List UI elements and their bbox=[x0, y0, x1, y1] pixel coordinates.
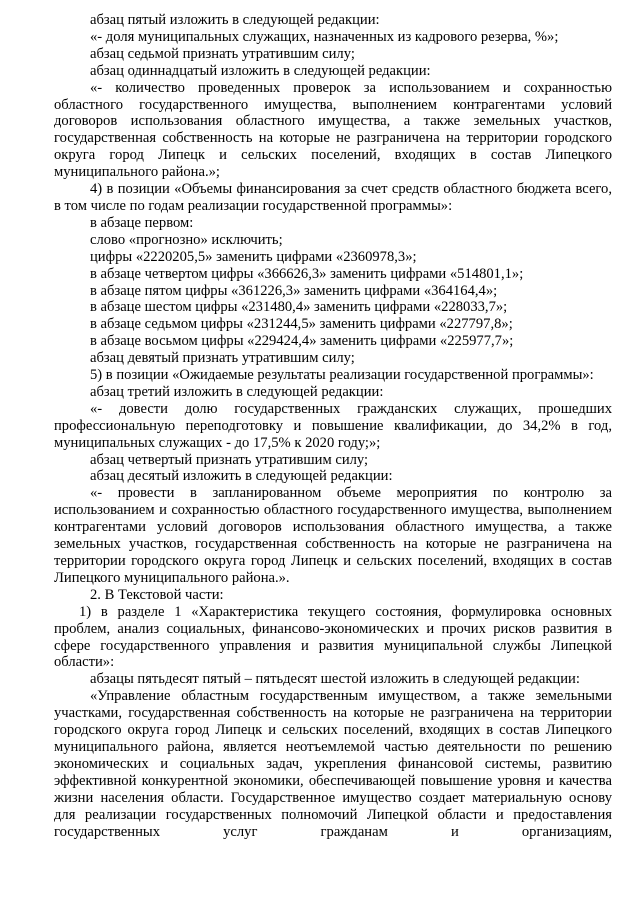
paragraph: 4) в позиции «Объемы финансирования за счет средств областного бюджета всего, в том числе по годам реализации государственной программы»: bbox=[54, 181, 612, 214]
paragraph: «- провести в запланированном объеме мероприятия по контролю за использованием и сохранностью областного государственного имущества, выполнением контрагентами условий договоров использования областного имущества, а также земельных участков, государственная собственность на которые не разграничена на территории городского округа город Липецк и сельских поселений, входящих в состав Липецкого муниципального района.». bbox=[54, 485, 612, 586]
paragraph: в абзаце четвертом цифры «366626,3» заменить цифрами «514801,1»; bbox=[90, 265, 524, 282]
paragraph: в абзаце первом: bbox=[90, 214, 194, 231]
paragraph: абзац десятый изложить в следующей редакции: bbox=[90, 468, 393, 485]
paragraph: «- количество проведенных проверок за использованием и сохранностью областного государственного имущества, выполнением контрагентами условий договоров использования областного имущества, а также земельных участков, государственная собственность на которые не разграничена на территории городского округа город Липецк и сельских поселений, входящих в состав Липецкого муниципального района.»; bbox=[54, 79, 612, 181]
paragraph: 2. В Текстовой части: bbox=[90, 586, 224, 603]
paragraph: «Управление областным государственным имуществом, а также земельными участками, государственная собственность на которые не разграничена на территории городского округа город Липецк и сельских поселений, входящих в состав Липецкого муниципального района, является неотъемлемой частью деятельности по решению экономических и социальных задач, укрепления финансовой системы, развитию эффективной конкурентной экономики, обеспечивающей повышение уровня и качества жизни населения области. Государственное имущество создает материальную основу для реализации государственных полномочий Липецкой области и предоставления государственных услуг гражданам и организациям, bbox=[54, 688, 612, 840]
paragraph: абзац седьмой признать утратившим силу; bbox=[90, 45, 355, 62]
paragraph: в абзаце пятом цифры «361226,3» заменить цифрами «364164,4»; bbox=[90, 282, 498, 299]
paragraph: в абзаце шестом цифры «231480,4» заменить цифрами «228033,7»; bbox=[90, 299, 508, 316]
paragraph: цифры «2220205,5» заменить цифрами «2360978,3»; bbox=[90, 248, 417, 265]
paragraph: абзац четвертый признать утратившим силу; bbox=[90, 451, 369, 468]
paragraph: «- довести долю государственных гражданских служащих, прошедших профессиональную переподготовку и повышение квалификации, до 34,2% в год, муниципальных служащих - до 17,5% к 2020 году;»; bbox=[54, 400, 612, 451]
paragraph: 5) в позиции «Ожидаемые результаты реализации государственной программы»: bbox=[90, 367, 594, 384]
paragraph: абзац девятый признать утратившим силу; bbox=[90, 350, 355, 367]
paragraph: абзацы пятьдесят пятый – пятьдесят шестой изложить в следующей редакции: bbox=[90, 671, 580, 688]
paragraph: в абзаце восьмом цифры «229424,4» заменить цифрами «225977,7»; bbox=[90, 333, 514, 350]
paragraph: слово «прогнозно» исключить; bbox=[90, 231, 283, 248]
paragraph: абзац третий изложить в следующей редакции: bbox=[90, 383, 384, 400]
paragraph: абзац пятый изложить в следующей редакции: bbox=[90, 12, 380, 28]
paragraph: в абзаце седьмом цифры «231244,5» заменить цифрами «227797,8»; bbox=[90, 316, 513, 333]
paragraph: абзац одиннадцатый изложить в следующей редакции: bbox=[90, 62, 431, 79]
paragraph: «- доля муниципальных служащих, назначенных из кадрового резерва, %»; bbox=[90, 28, 559, 45]
paragraph: 1) в разделе 1 «Характеристика текущего состояния, формулировка основных проблем, анализ социальных, финансово-экономических и прочих рисков развития в сфере государственного управления и развития муниципальной службы Липецкой области»: bbox=[54, 603, 612, 671]
